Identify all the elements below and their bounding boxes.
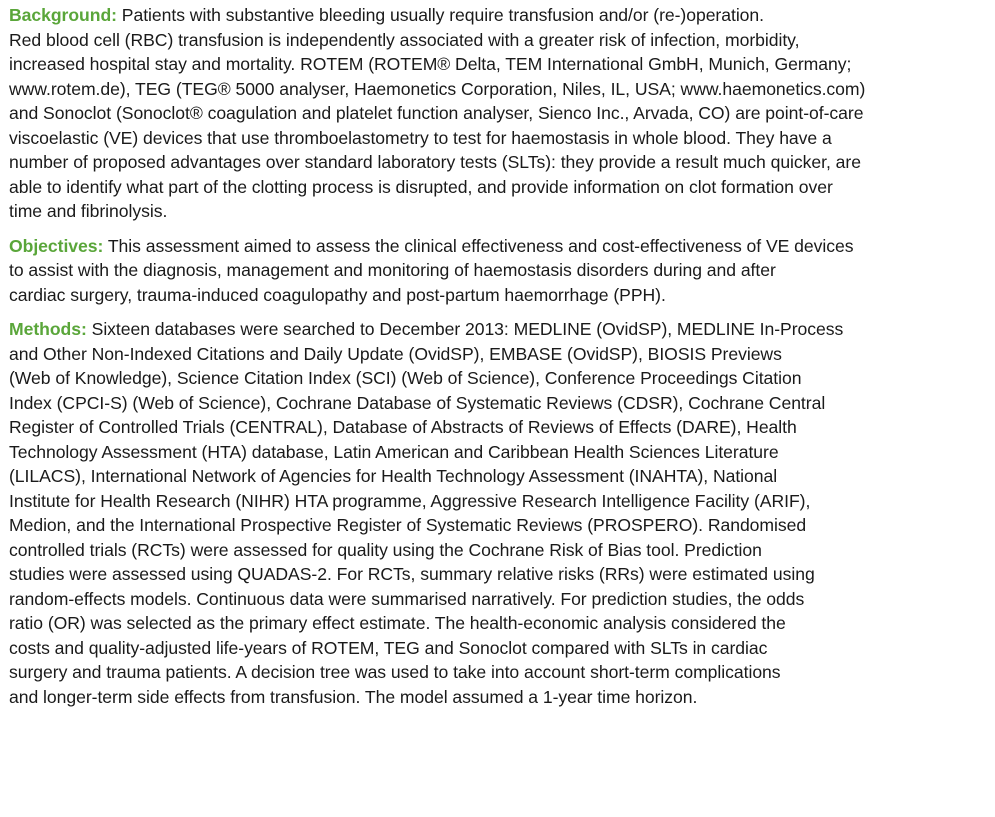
methods-line-7: (LILACS), International Network of Agencies for Health Technology Assessment (INAHTA), National (9, 466, 778, 486)
methods-line-8: Institute for Health Research (NIHR) HTA programme, Aggressive Research Intelligence Facility (ARIF), (9, 490, 811, 511)
methods-line-1: Sixteen databases were searched to December 2013: MEDLINE (OvidSP), MEDLINE In-Process (86, 319, 844, 339)
background-line-4: www.rotem.de), TEG (TEG® 5000 analyser, Haemonetics Corporation, Niles, IL, USA; www.haemonetics.com) (9, 78, 866, 99)
methods-line-11: studies were assessed using QUADAS-2. For RCTs, summary relative risks (RRs) were estimated using (9, 564, 815, 584)
background-line-3: increased hospital stay and mortality. ROTEM (ROTEM® Delta, TEM International GmbH, Munich, Germany; (9, 54, 852, 74)
methods-line-9: Medion, and the International Prospective Register of Systematic Reviews (PROSPERO). Randomised (9, 515, 807, 535)
methods-line-12: random-effects models. Continuous data were summarised narratively. For prediction studies, the odds (9, 588, 805, 609)
methods-section (9, 317, 989, 709)
methods-line-10: controlled trials (RCTs) were assessed for quality using the Cochrane Risk of Bias tool. Prediction (9, 539, 762, 560)
background-line-6: viscoelastic (VE) devices that use thromboelastometry to test for haemostasis in whole blood. They have a (9, 127, 832, 148)
background-line-8: able to identify what part of the clotting process is disrupted, and provide information on clot formation over (9, 176, 833, 197)
methods-line-15: surgery and trauma patients. A decision tree was used to take into account short-term complications (9, 662, 781, 682)
objectives-heading: Objectives: (9, 235, 104, 256)
methods-line-5: Register of Controlled Trials (CENTRAL), Database of Abstracts of Reviews of Effects (DARE), Health (9, 417, 797, 437)
objectives-line-2: to assist with the diagnosis, management and monitoring of haemostasis disorders during and after (9, 260, 776, 280)
methods-line-14: costs and quality-adjusted life-years of ROTEM, TEG and Sonoclot compared with SLTs in cardiac (9, 637, 768, 658)
objectives-line-3: cardiac surgery, trauma-induced coagulopathy and post-partum haemorrhage (PPH). (9, 284, 666, 305)
background-line-7: number of proposed advantages over standard laboratory tests (SLTs): they provide a result much quicker, are (9, 152, 861, 172)
background-line-5: and Sonoclot (Sonoclot® coagulation and platelet function analyser, Sienco Inc., Arvada, CO) are point-of-care (9, 103, 864, 123)
background-line-1: Patients with substantive bleeding usually require transfusion and/or (re-)operation. (116, 5, 764, 25)
background-line-9: time and fibrinolysis. (9, 201, 168, 221)
methods-line-13: ratio (OR) was selected as the primary effect estimate. The health-economic analysis considered the (9, 613, 786, 633)
objectives-line-1: This assessment aimed to assess the clinical effectiveness and cost-effectiveness of VE devices (103, 235, 854, 256)
methods-line-3: (Web of Knowledge), Science Citation Index (SCI) (Web of Science), Conference Proceedings Citation (9, 368, 802, 388)
methods-line-2: and Other Non-Indexed Citations and Daily Update (OvidSP), EMBASE (OvidSP), BIOSIS Previews (9, 343, 782, 364)
background-line-2: Red blood cell (RBC) transfusion is independently associated with a greater risk of infection, morbidity, (9, 29, 800, 50)
methods-heading: Methods: (9, 319, 87, 339)
methods-line-16: and longer-term side effects from transfusion. The model assumed a 1-year time horizon. (9, 686, 698, 707)
background-section (9, 3, 989, 224)
background-heading: Background: (9, 5, 117, 25)
objectives-section (9, 234, 989, 308)
methods-line-6: Technology Assessment (HTA) database, Latin American and Caribbean Health Sciences Literature (9, 441, 779, 462)
methods-line-4: Index (CPCI-S) (Web of Science), Cochrane Database of Systematic Reviews (CDSR), Cochrane Central (9, 392, 826, 413)
abstract-document (9, 3, 989, 709)
